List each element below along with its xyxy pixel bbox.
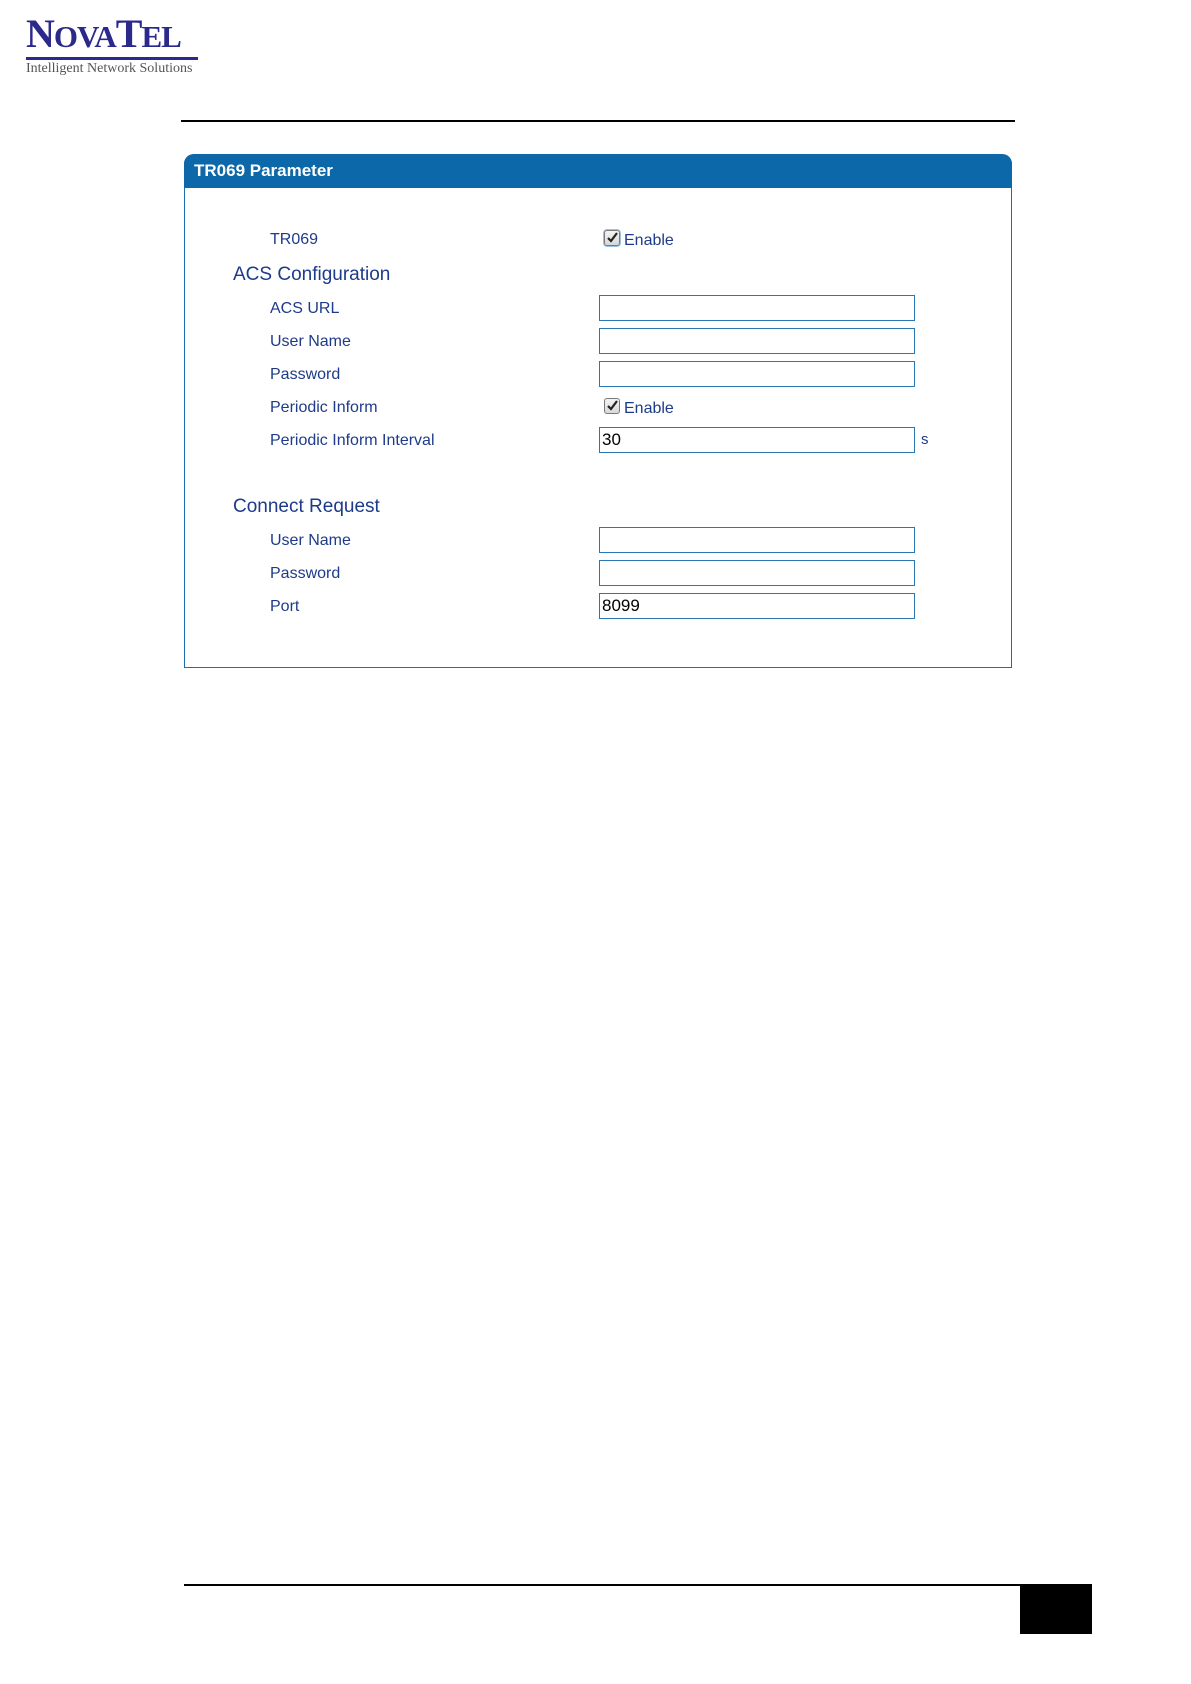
- connect-user-name-label: User Name: [270, 532, 351, 549]
- acs-password-input[interactable]: [599, 361, 915, 387]
- footer-divider: [184, 1584, 1020, 1586]
- acs-url-input[interactable]: [599, 295, 915, 321]
- periodic-inform-enable-control[interactable]: [604, 397, 674, 415]
- acs-url-row: [185, 295, 1013, 323]
- acs-password-label: Password: [270, 366, 341, 383]
- header-divider: [181, 120, 1015, 122]
- periodic-inform-enable-label: Enable: [624, 400, 674, 417]
- logo-underline: [26, 57, 198, 60]
- tr069-parameter-panel: [184, 154, 1012, 668]
- connect-request-heading: Connect Request: [233, 496, 380, 517]
- tr069-enable-checkbox[interactable]: [604, 230, 620, 246]
- connect-port-input[interactable]: [599, 593, 915, 619]
- acs-user-name-input[interactable]: [599, 328, 915, 354]
- periodic-inform-enable-checkbox[interactable]: [604, 398, 620, 414]
- logo-wordmark: NOVATEL: [26, 11, 181, 56]
- interval-unit-label: s: [921, 431, 929, 448]
- acs-user-name-label: User Name: [270, 333, 351, 350]
- connect-port-label: Port: [270, 598, 300, 615]
- connect-password-row: [185, 560, 1013, 588]
- panel-title: TR069 Parameter: [184, 154, 1012, 188]
- periodic-inform-interval-input[interactable]: [599, 427, 915, 453]
- periodic-inform-interval-label: Periodic Inform Interval: [270, 432, 435, 449]
- connect-password-input[interactable]: [599, 560, 915, 586]
- acs-password-row: [185, 361, 1013, 389]
- connect-password-label: Password: [270, 565, 341, 582]
- acs-url-label: ACS URL: [270, 300, 340, 317]
- novatel-logo: [26, 11, 204, 77]
- tr069-enable-label: Enable: [624, 232, 674, 249]
- periodic-inform-label: Periodic Inform: [270, 399, 378, 416]
- periodic-inform-interval-row: [185, 427, 1013, 455]
- connect-port-row: [185, 593, 1013, 621]
- connect-user-name-input[interactable]: [599, 527, 915, 553]
- tr069-enable-control[interactable]: [604, 229, 674, 247]
- logo-tagline: Intelligent Network Solutions: [26, 61, 193, 76]
- acs-configuration-heading: ACS Configuration: [233, 264, 391, 285]
- checkmark-icon: [606, 231, 619, 244]
- tr069-label: TR069: [270, 231, 319, 248]
- acs-user-name-row: [185, 328, 1013, 356]
- checkmark-icon: [606, 399, 619, 412]
- connect-user-name-row: [185, 527, 1013, 555]
- page-number-box: [1020, 1584, 1092, 1634]
- periodic-inform-row: [185, 394, 1013, 422]
- tr069-row: [185, 226, 1013, 254]
